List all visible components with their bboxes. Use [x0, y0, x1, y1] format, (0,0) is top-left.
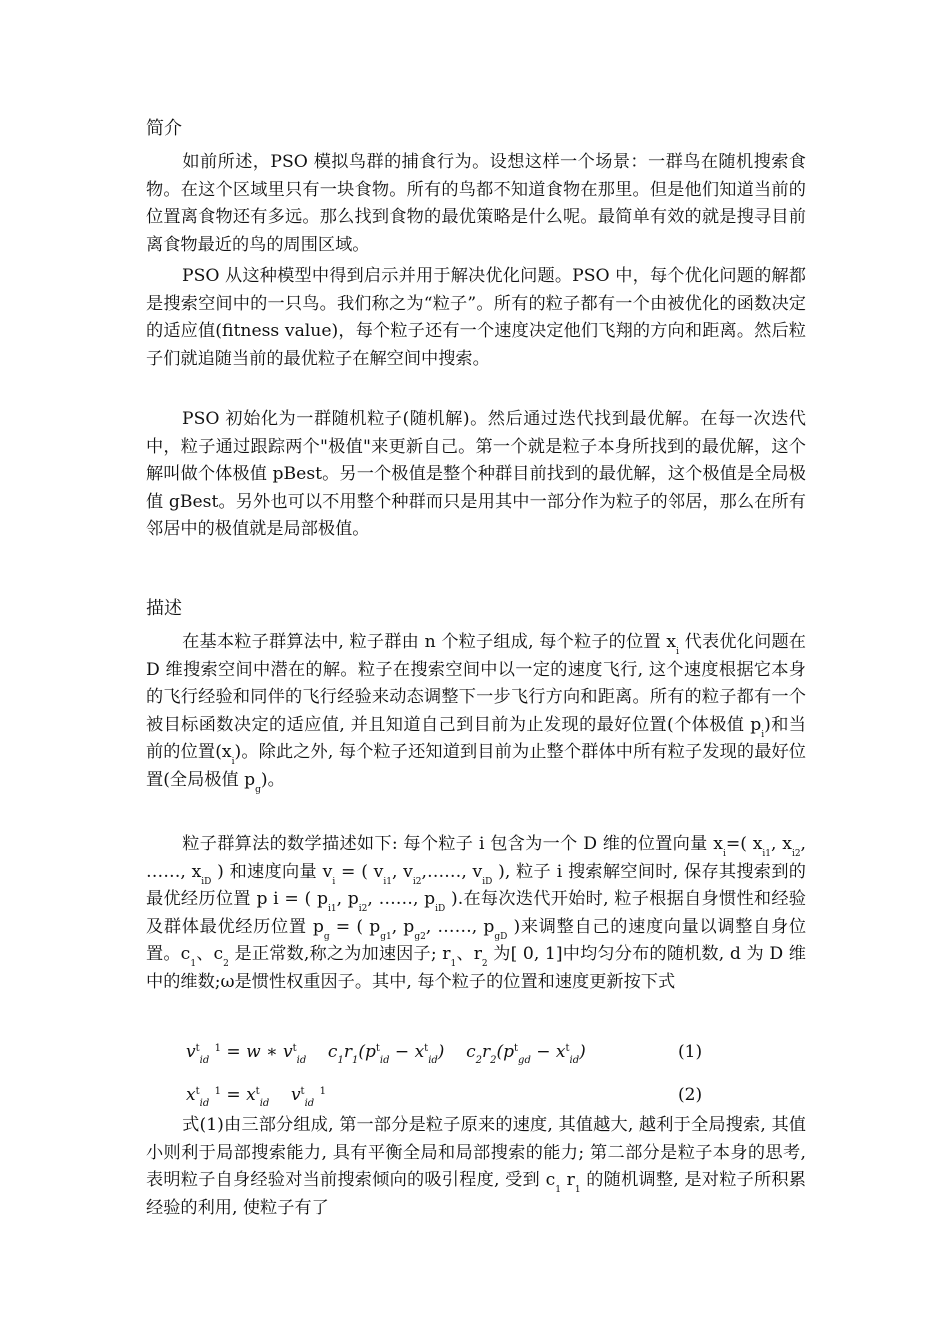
description-paragraph-2: 粒子群算法的数学描述如下: 每个粒子 i 包含为一个 D 维的位置向量 $x_i=$( $x_{i1}$, $x_{i2}$, ……, $x_{iD}$ ) 和速度向量 $v_i$ = ( $v_{i1}$, $v_{i2},\dots\dots$, $v_{iD}$ ), 粒子 i 搜索解空间时, 保存其搜索到的最优经历位置 p i = ( $p_{i1}$, $p_{i2}$, ……, $p_{iD}$ ).在每次迭代开始时, 粒子根据自身惯性和经验及群体最优经历位置 $p_g$ = ( $p_{g1}$, $p_{g2}$, ……, $p_{gD}$ )来调整自己的速度向量以调整自身位置。$c_1$、$c_2$ 是正常数,称之为加速因子; $r_1$、$r_2$ 为[ 0, 1]中均匀分布的随机数, d 为 D 维中的维数;ω是惯性权重因子。其中, 每个粒子的位置和速度更新按下式 — [146, 834, 807, 992]
equation-2-number: (2) — [678, 1085, 703, 1105]
equation-1-number: (1) — [678, 1042, 703, 1062]
equation-1: $v^t_{id}$ $^1$ = w ∗ $v^t_{id}$ $c_1r_1(p^t_{id} - x^t_{id})$ $c_2r_2(p^t_{gd} - x^t_{id})$ — [186, 1042, 586, 1066]
equation-2: $x^t_{id}$ $^1 = x^t_{id}$ $v^t_{id}$ $^1$ — [186, 1085, 326, 1109]
heading-intro: 简介 — [146, 118, 182, 139]
heading-description: 描述 — [146, 598, 182, 619]
intro-paragraph-3: PSO 初始化为一群随机粒子(随机解)。然后通过迭代找到最优解。在每一次迭代中，粒子通过跟踪两个"极值"来更新自己。第一个就是粒子本身所找到的最优解，这个解叫做个体极值 pBest。另一个极值是整个种群目前找到的最优解，这个极值是全局极值 gBest。另外也可以不用整个种群而只是用其中一部分作为粒子的邻居，那么在所有邻居中的极值就是局部极值。 — [146, 409, 806, 540]
intro-paragraph-2: PSO 从这种模型中得到启示并用于解决优化问题。PSO 中，每个优化问题的解都是搜索空间中的一只鸟。我们称之为“粒子”。所有的粒子都有一个由被优化的函数决定的适应值(fitness value)，每个粒子还有一个速度决定他们飞翔的方向和距离。然后粒子们就追随当前的最优粒子在解空间中搜索。 — [146, 266, 806, 369]
description-paragraph-1: 在基本粒子群算法中, 粒子群由 n 个粒子组成, 每个粒子的位置 $x_i$ 代表优化问题在 D 维搜索空间中潜在的解。粒子在搜索空间中以一定的速度飞行, 这个速度根据它本身的飞行经验和同伴的飞行经验来动态调整下一步飞行方向和距离。所有的粒子都有一个被目标函数决定的适应值, 并且知道自己到目前为止发现的最好位置(个体极值 $p_i$)和当前的位置$(x_i)$。除此之外, 每个粒子还知道到目前为止整个群体中所有粒子发现的最好位置(全局极值 $p_g$)。 — [146, 632, 806, 795]
intro-paragraph-1: 如前所述，PSO 模拟鸟群的捕食行为。设想这样一个场景：一群鸟在随机搜索食物。在这个区域里只有一块食物。所有的鸟都不知道食物在那里。但是他们知道当前的位置离食物还有多远。那么找到食物的最优策略是什么呢。最简单有效的就是搜寻目前离食物最近的鸟的周围区域。 — [146, 152, 806, 255]
description-paragraph-3: 式(1)由三部分组成, 第一部分是粒子原来的速度, 其值越大, 越利于全局搜索, 其值小则利于局部搜索能力, 具有平衡全局和局部搜索的能力; 第二部分是粒子本身的思考, 表明粒子自身经验对当前搜索倾向的吸引程度, 受到 $c_1$ $r_1$ 的随机调整, 是对粒子所积累经验的利用, 使粒子有了 — [146, 1115, 806, 1218]
